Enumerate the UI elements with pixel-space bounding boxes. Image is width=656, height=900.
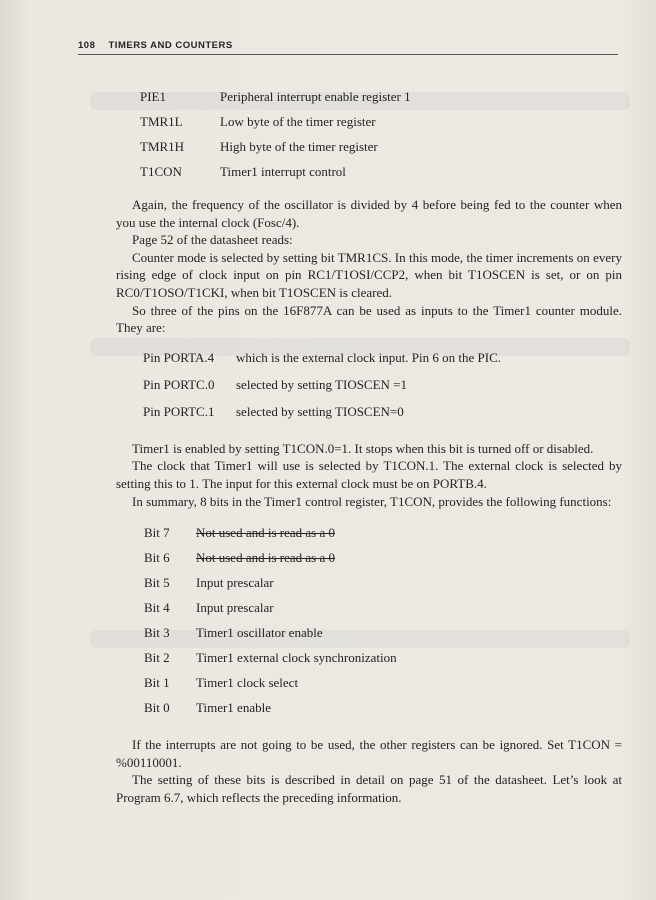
pin-desc: which is the external clock input. Pin 6 on the PIC.	[236, 349, 502, 365]
bit-row-struck	[144, 549, 622, 574]
paragraph: Counter mode is selected by setting bit TMR1CS. In this mode, the timer increments on every rising edge of clock input on pin RC1/T1OSI/CCP2, when bit T1OSCEN is set, or on pin RC0/T1OSO/T1CKI, when bit T1OSCEN is cleared.	[116, 249, 622, 300]
bit-desc: Timer1 external clock synchronization	[196, 650, 397, 666]
bit-desc: Not used and is read as a 0	[196, 525, 335, 541]
bit-row	[144, 574, 622, 599]
register-row	[140, 163, 411, 188]
register-desc: Low byte of the timer register	[220, 114, 376, 129]
pin-row	[143, 403, 622, 430]
bit-row	[144, 699, 622, 724]
bit-row	[144, 649, 622, 674]
bit-desc: Input prescalar	[196, 575, 274, 591]
register-row	[140, 113, 411, 138]
text-block-b	[116, 440, 622, 510]
register-desc: Timer1 interrupt control	[220, 164, 346, 179]
register-name: PIE1	[140, 89, 166, 104]
paragraph: The setting of these bits is described in detail on page 51 of the datasheet. Let’s look at Program 6.7, which reflects the preceding information.	[116, 772, 622, 805]
paragraph: Timer1 is enabled by setting T1CON.0=1. It stops when this bit is turned off or disabled.	[132, 440, 594, 456]
pin-list	[143, 349, 622, 430]
pin-name: Pin PORTC.1	[143, 403, 215, 419]
paragraph: So three of the pins on the 16F877A can be used as inputs to the Timer1 counter module. They are:	[116, 302, 622, 336]
paragraph: If the interrupts are not going to be used, the other registers can be ignored. Set T1CON = %00110001.	[116, 737, 622, 770]
pin-name: Pin PORTC.0	[143, 376, 215, 392]
running-header	[78, 40, 618, 55]
pin-name: Pin PORTA.4	[143, 349, 215, 365]
bit-row	[144, 624, 622, 649]
bit-name: Bit 3	[144, 625, 170, 641]
register-name: TMR1H	[140, 139, 185, 154]
bit-list	[144, 524, 622, 724]
bit-name: Bit 6	[144, 550, 170, 566]
bit-row-struck	[144, 524, 622, 549]
paragraph: Page 52 of the datasheet reads:	[132, 232, 293, 248]
register-row	[140, 138, 411, 163]
bit-desc: Not used and is read as a 0	[196, 550, 335, 566]
bit-desc: Timer1 oscillator enable	[196, 625, 323, 641]
register-row	[140, 88, 411, 113]
chapter-title: TIMERS AND COUNTERS	[108, 40, 233, 51]
paragraph: The clock that Timer1 will use is selected by T1CON.1. The external clock is selected by setting this to 1. The input for this external clock must be on PORTB.4.	[116, 458, 622, 491]
bit-row	[144, 674, 622, 699]
paragraph: In summary, 8 bits in the Timer1 control register, T1CON, provides the following functions:	[132, 493, 612, 509]
paragraph: Again, the frequency of the oscillator is divided by 4 before being fed to the counter when you use the internal clock (Fosc/4).	[116, 197, 622, 230]
register-desc: High byte of the timer register	[220, 139, 378, 154]
pin-desc: selected by setting TIOSCEN =1	[236, 376, 408, 392]
text-block-a	[116, 196, 622, 337]
register-desc: Peripheral interrupt enable register 1	[220, 89, 411, 104]
register-list	[140, 88, 411, 188]
bit-name: Bit 7	[144, 525, 170, 541]
bit-name: Bit 4	[144, 600, 170, 616]
pin-desc: selected by setting TIOSCEN=0	[236, 403, 404, 419]
register-name: T1CON	[140, 164, 182, 179]
pin-row	[143, 349, 622, 376]
pin-row	[143, 376, 622, 403]
bit-desc: Timer1 enable	[196, 700, 271, 716]
bit-name: Bit 5	[144, 575, 170, 591]
page-body	[116, 88, 622, 807]
bit-name: Bit 2	[144, 650, 170, 666]
page-number: 108	[78, 40, 96, 51]
bit-desc: Input prescalar	[196, 600, 274, 616]
bit-name: Bit 1	[144, 675, 170, 691]
bit-row	[144, 599, 622, 624]
bit-desc: Timer1 clock select	[196, 675, 299, 691]
text-block-c	[116, 736, 622, 806]
register-name: TMR1L	[140, 114, 183, 129]
bit-name: Bit 0	[144, 700, 170, 716]
